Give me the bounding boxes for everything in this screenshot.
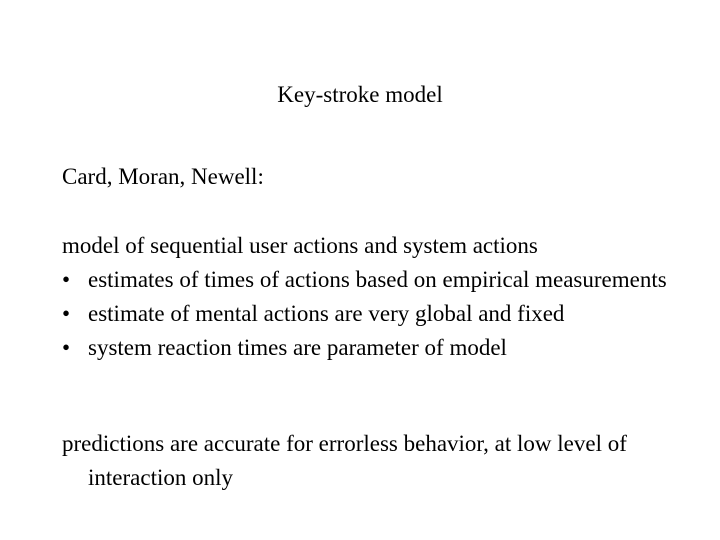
bullet-icon: •	[62, 335, 71, 360]
bullet-text: estimates of times of actions based on empirical measurements	[88, 267, 667, 292]
bullet-icon: •	[62, 301, 71, 326]
bullet-item	[62, 297, 682, 331]
intro-text: model of sequential user actions and system actions	[62, 233, 538, 258]
slide-title	[0, 80, 720, 110]
model-description	[62, 229, 682, 365]
conclusion-text: predictions are accurate for errorless behavior, at low level of interaction only	[62, 431, 627, 490]
bullet-item	[62, 263, 682, 297]
authors-text: Card, Moran, Newell:	[62, 164, 264, 189]
slide-title-text: Key-stroke model	[277, 82, 443, 107]
bullet-text: system reaction times are parameter of model	[88, 335, 507, 360]
conclusion-block	[62, 427, 682, 495]
bullet-text: estimate of mental actions are very global and fixed	[88, 301, 565, 326]
bullet-item	[62, 331, 682, 365]
authors-line	[62, 160, 682, 194]
bullet-icon: •	[62, 267, 71, 292]
bullet-list	[62, 263, 682, 365]
